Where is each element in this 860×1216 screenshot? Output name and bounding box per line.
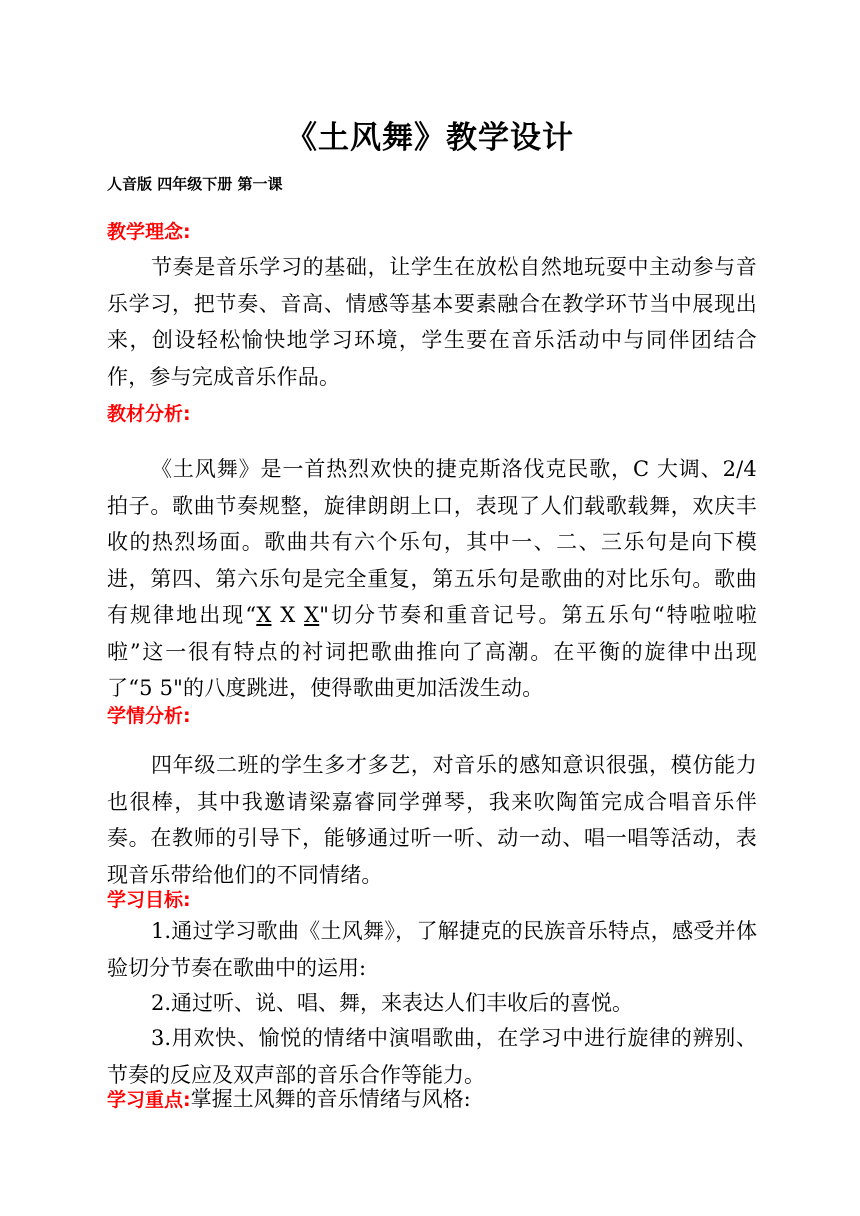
goal-item-3: 3.用欢快、愉悦的情绪中演唱歌曲，在学习中进行旋律的辨别、节奏的反应及双声部的音乐合作等能力。 <box>107 1026 757 1087</box>
material-text-after-rhythm: "切分节奏和重音记号。第五乐句“特啦啦啦啦”这一很有特点的衬词把歌曲推向了高潮。在平衡的旋律中出现了“5 5"的八度跳进，使得歌曲更加活泼生动。 <box>107 603 757 700</box>
rhythm-note-plain: X <box>271 603 305 627</box>
heading-goals: 学习目标: <box>107 889 191 911</box>
heading-philosophy: 教学理念: <box>107 221 191 243</box>
material-text-before-rhythm: 《土风舞》是一首热烈欢快的捷克斯洛伐克民歌，C 大调、2/4 拍子。歌曲节奏规整，旋律朗朗上口，表现了人们载歌载舞，欢庆丰收的热烈场面。歌曲共有六个乐句，其中一、二、三乐句是向下模进，第四、第六乐句是完全重复，第五乐句是歌曲的对比乐句。歌曲有规律地出现“ <box>107 457 757 627</box>
focus-line <box>107 1084 471 1115</box>
paragraph-philosophy: 节奏是音乐学习的基础，让学生在放松自然地玩耍中主动参与音乐学习，把节奏、音高、情感等基本要素融合在教学环节当中展现出来，创设轻松愉快地学习环境，学生要在音乐活动中与同伴团结合作，参与完成音乐作品。 <box>107 255 757 389</box>
paragraph-material <box>107 451 757 707</box>
document-subtitle: 人音版 四年级下册 第一课 <box>107 175 283 193</box>
paragraph-students: 四年级二班的学生多才多艺，对音乐的感知意识很强，模仿能力也很棒，其中我邀请梁嘉睿同学弹琴，我来吹陶笛完成合唱音乐伴奏。在教师的引导下，能够通过听一听、动一动、唱一唱等活动，表现音乐带给他们的不同情绪。 <box>107 753 757 887</box>
rhythm-note-accent-2: X <box>304 603 320 627</box>
focus-text: 掌握土风舞的音乐情绪与风格: <box>190 1087 471 1111</box>
heading-focus: 学习重点: <box>107 1089 191 1111</box>
goal-item-2: 2.通过听、说、唱、舞，来表达人们丰收后的喜悦。 <box>151 991 634 1015</box>
heading-students: 学情分析: <box>107 705 191 727</box>
document-title: 《土风舞》教学设计 <box>286 120 574 156</box>
heading-material: 教材分析: <box>107 403 191 425</box>
rhythm-note-accent-1: X <box>256 603 272 627</box>
goal-item-1: 1.通过学习歌曲《土风舞》，了解捷克的民族音乐特点，感受并体验切分节奏在歌曲中的运用: <box>107 919 757 980</box>
